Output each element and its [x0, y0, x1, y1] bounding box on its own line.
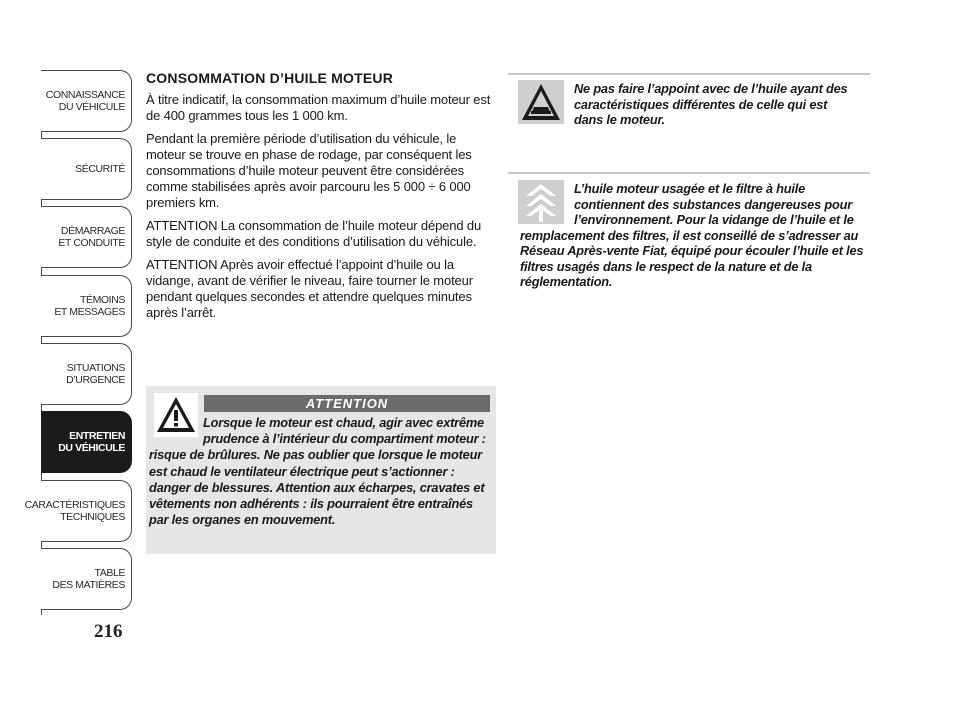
tab-label: ENTRETIEN DU VÉHICULE — [58, 430, 125, 454]
main-column — [146, 70, 491, 328]
page-number: 216 — [94, 621, 123, 642]
note-oil-refill — [520, 81, 850, 128]
note-used-oil-environment — [520, 181, 872, 290]
tab-temoins-et-messages[interactable] — [41, 275, 132, 337]
tab-caracteristiques-techniques[interactable] — [24, 480, 132, 542]
tab-label: TABLE DES MATIÈRES — [52, 567, 125, 591]
attention-banner: ATTENTION — [204, 395, 490, 412]
note-text: L’huile moteur usagée et le filtre à huile contiennent des substances dangereuses pour l’environnement. Pour la vidange de l’huile et le remplacement des filtres, il est conseillé de s’adresser au Réseau Après-vente Fiat, équipé pour écouler l’huile et les filtres usagés dans le respect de la nature et de la réglementation. — [520, 181, 864, 289]
tab-entretien-du-vehicule[interactable] — [41, 411, 132, 473]
tab-situations-d-urgence[interactable] — [41, 343, 132, 405]
tab-table-des-matieres[interactable] — [41, 548, 132, 610]
section-title: CONSOMMATION D’HUILE MOTEUR — [146, 70, 394, 86]
tab-connaissance-du-vehicule[interactable] — [41, 70, 132, 132]
paragraph: ATTENTION Après avoir effectué l’appoint d’huile ou la vidange, avant de vérifier le niveau, faire tourner le moteur pendant quelques secondes et attendre quelques minutes après l’arrêt. — [146, 257, 473, 320]
attention-text-wrap — [149, 415, 491, 528]
attention-text: Lorsque le moteur est chaud, agir avec extrême prudence à l’intérieur du compartiment moteur : risque de brûlures. Ne pas oublier que lorsque le moteur est chaud le ventilateur électrique peut s’actionner : danger de blessures. Attention aux écharpes, cravates et vêtements non adhérents : ils pourraient être entraînés par les organes en mouvement. — [149, 415, 486, 528]
tab-label: TÉMOINS ET MESSAGES — [54, 294, 125, 318]
tab-label: SITUATIONS D’URGENCE — [66, 362, 125, 386]
tab-demarrage-et-conduite[interactable] — [41, 206, 132, 268]
attention-box — [146, 386, 496, 554]
tab-label: CARACTÉRISTIQUES TECHNIQUES — [24, 499, 125, 523]
tab-label: DÉMARRAGE ET CONDUITE — [58, 225, 125, 249]
paragraph: À titre indicatif, la consommation maximum d’huile moteur est de 400 grammes tous les 1 000 km. — [146, 92, 491, 123]
tab-label: CONNAISSANCE DU VÉHICULE — [45, 89, 125, 113]
divider — [508, 172, 870, 174]
paragraph: ATTENTION La consommation de l’huile moteur dépend du style de conduite et des conditions d’utilisation du véhicule. — [146, 218, 482, 249]
tab-label: SÉCURITÉ — [75, 163, 125, 175]
tab-securite[interactable] — [41, 138, 132, 200]
paragraph: Pendant la première période d’utilisation du véhicule, le moteur se trouve en phase de rodage, par conséquent les consommations d’huile moteur peuvent être considérées comme stabilisées après avoir parcouru les 5 000 ÷ 6 000 premiers km. — [146, 131, 472, 210]
divider — [508, 73, 870, 75]
note-text: Ne pas faire l’appoint avec de l’huile ayant des caractéristiques différentes de celle qui est dans le moteur. — [574, 81, 848, 127]
